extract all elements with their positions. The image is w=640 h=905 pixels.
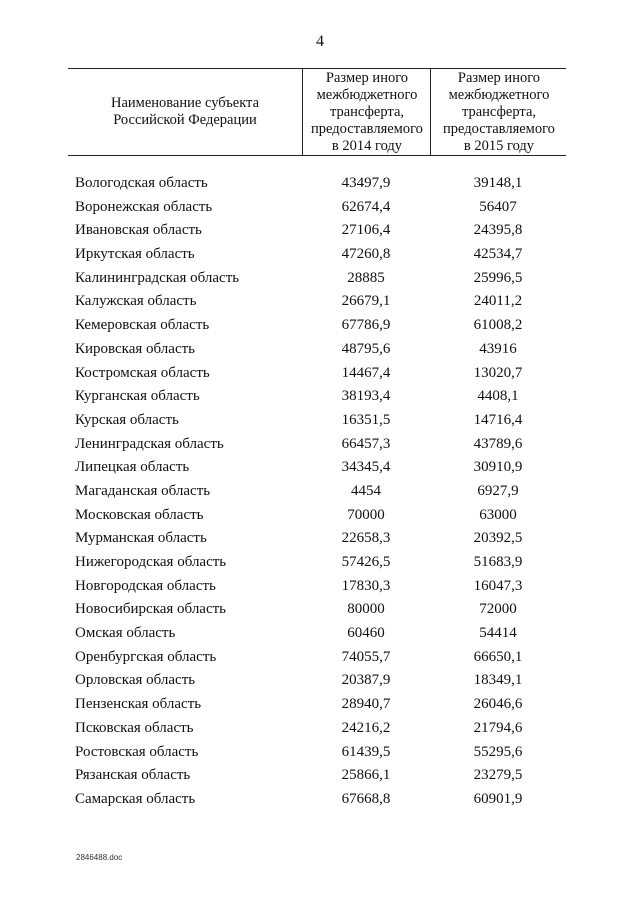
region-name-cell: Нижегородская область [75,554,227,570]
transfer-2014-cell: 62674,4 [341,198,391,215]
transfer-2014-cell: 66457,3 [341,435,391,452]
transfer-2014-cell: 57426,5 [341,554,391,570]
transfer-2014-cell: 25866,1 [341,767,391,784]
transfer-2014-cell: 47260,8 [341,246,391,263]
region-name-cell: Курганская область [75,388,200,405]
transfer-2014-cell: 38193,4 [341,388,391,405]
transfer-2014-cell: 34345,4 [341,459,391,476]
transfer-2015-cell: 63000 [479,506,517,523]
table-header [68,68,566,156]
transfer-2015-cell: 72000 [479,601,517,618]
transfer-2014-cell: 27106,4 [341,222,391,239]
region-name-cell: Пензенская область [75,696,202,713]
transfer-2015-cell: 43916 [479,340,517,357]
table-row [0,409,640,433]
region-name-cell: Костромская область [75,364,210,381]
transfer-2015-cell: 14716,4 [473,411,523,428]
transfer-2015-cell: 4408,1 [477,388,519,405]
transfer-2014-cell: 24216,2 [341,719,391,736]
transfer-2015-cell: 6927,9 [477,482,519,499]
transfer-2015-cell: 43789,6 [473,435,523,452]
table-row [0,551,640,575]
transfer-2015-cell: 56407 [479,198,517,215]
region-name-cell: Новгородская область [75,577,216,594]
region-name-cell: Воронежская область [75,198,213,215]
region-name-cell: Новосибирская область [75,601,227,618]
table-row [0,622,640,646]
transfer-2014-cell: 28940,7 [341,696,391,713]
transfer-2014-cell: 17830,3 [341,577,391,594]
transfer-2015-cell: 61008,2 [473,317,523,334]
region-name-cell: Мурманская область [75,530,207,547]
table-row [0,764,640,788]
region-name-cell: Рязанская область [75,767,191,784]
transfer-2015-cell: 24395,8 [473,222,523,239]
table-body [0,172,640,812]
region-name-cell: Вологодская область [75,175,208,191]
transfer-2015-cell: 60901,9 [473,790,523,807]
region-name-cell: Ленинградская область [75,435,224,452]
table-row [0,646,640,670]
region-name-cell: Липецкая область [75,459,190,476]
region-name-cell: Калининградская область [75,269,240,286]
transfer-2014-cell: 67668,8 [341,790,391,807]
region-name-cell: Магаданская область [75,482,211,499]
table-row [0,717,640,741]
table-row [0,385,640,409]
transfer-2015-cell: 24011,2 [473,293,523,310]
region-name-cell: Омская область [75,625,176,642]
table-row [0,267,640,291]
transfer-2014-cell: 16351,5 [341,411,391,428]
region-name-cell: Самарская область [75,790,196,807]
table-row [0,290,640,314]
transfer-2015-cell: 30910,9 [473,459,523,476]
region-name-cell: Ивановская область [75,222,202,239]
transfer-2014-cell: 14467,4 [341,364,391,381]
transfer-2014-cell: 22658,3 [341,530,391,547]
table-row [0,243,640,267]
transfer-2014-cell: 4454 [351,482,381,499]
table-row [0,693,640,717]
table-row [0,219,640,243]
transfer-2014-cell: 80000 [347,601,385,618]
region-name-cell: Московская область [75,506,204,523]
transfer-2014-cell: 28885 [347,269,385,286]
header-region-name: Наименование субъекта Российской Федерации [110,95,260,128]
transfer-2015-cell: 13020,7 [473,364,523,381]
transfer-2015-cell: 20392,5 [473,530,523,547]
table-row [0,527,640,551]
transfer-2015-cell: 23279,5 [473,767,523,784]
transfer-2015-cell: 25996,5 [473,269,523,286]
transfer-2014-cell: 60460 [347,625,385,642]
document-code: 2846488.doc [76,853,123,862]
transfer-2015-cell: 18349,1 [473,672,523,689]
region-name-cell: Псковская область [75,719,194,736]
transfer-2015-cell: 54414 [479,625,517,642]
table-row [0,433,640,457]
table-row [0,196,640,220]
header-transfer-2015: Размер иного межбюджетного трансферта, предоставляемого в 2015 году [430,69,567,155]
transfer-2014-cell: 67786,9 [341,317,391,334]
table-row [0,504,640,528]
transfer-2015-cell: 26046,6 [473,696,523,713]
region-name-cell: Орловская область [75,672,196,689]
transfer-2014-cell: 48795,6 [341,340,391,357]
transfer-2015-cell: 51683,9 [473,554,523,570]
region-name-cell: Курская область [75,411,179,428]
region-name-cell: Оренбургская область [75,648,217,665]
transfer-2015-cell: 66650,1 [473,648,523,665]
transfer-2014-cell: 61439,5 [341,743,391,760]
table-row [0,314,640,338]
table-row [0,598,640,622]
table-row [0,741,640,765]
table-row [0,669,640,693]
region-name-cell: Калужская область [75,293,197,310]
transfer-2015-cell: 16047,3 [473,577,523,594]
table-row [0,362,640,386]
transfer-2014-cell: 20387,9 [341,672,391,689]
region-name-cell: Иркутская область [75,246,195,263]
region-name-cell: Ростовская область [75,743,199,760]
header-transfer-2014: Размер иного межбюджетного трансферта, предоставляемого в 2014 году [302,69,431,155]
table-row [0,575,640,599]
transfer-2014-cell: 26679,1 [341,293,391,310]
transfer-2015-cell: 21794,6 [473,719,523,736]
transfer-2015-cell: 39148,1 [473,175,523,191]
region-name-cell: Кемеровская область [75,317,210,334]
transfer-2014-cell: 74055,7 [341,648,391,665]
region-name-cell: Кировская область [75,340,196,357]
transfer-2014-cell: 70000 [347,506,385,523]
transfer-2014-cell: 43497,9 [341,175,391,191]
table-row [0,480,640,504]
transfer-2015-cell: 42534,7 [473,246,523,263]
table-row [0,788,640,812]
transfer-2015-cell: 55295,6 [473,743,523,760]
table-row [0,172,640,196]
table-row [0,338,640,362]
table-row [0,456,640,480]
page-number: 4 [316,33,324,50]
